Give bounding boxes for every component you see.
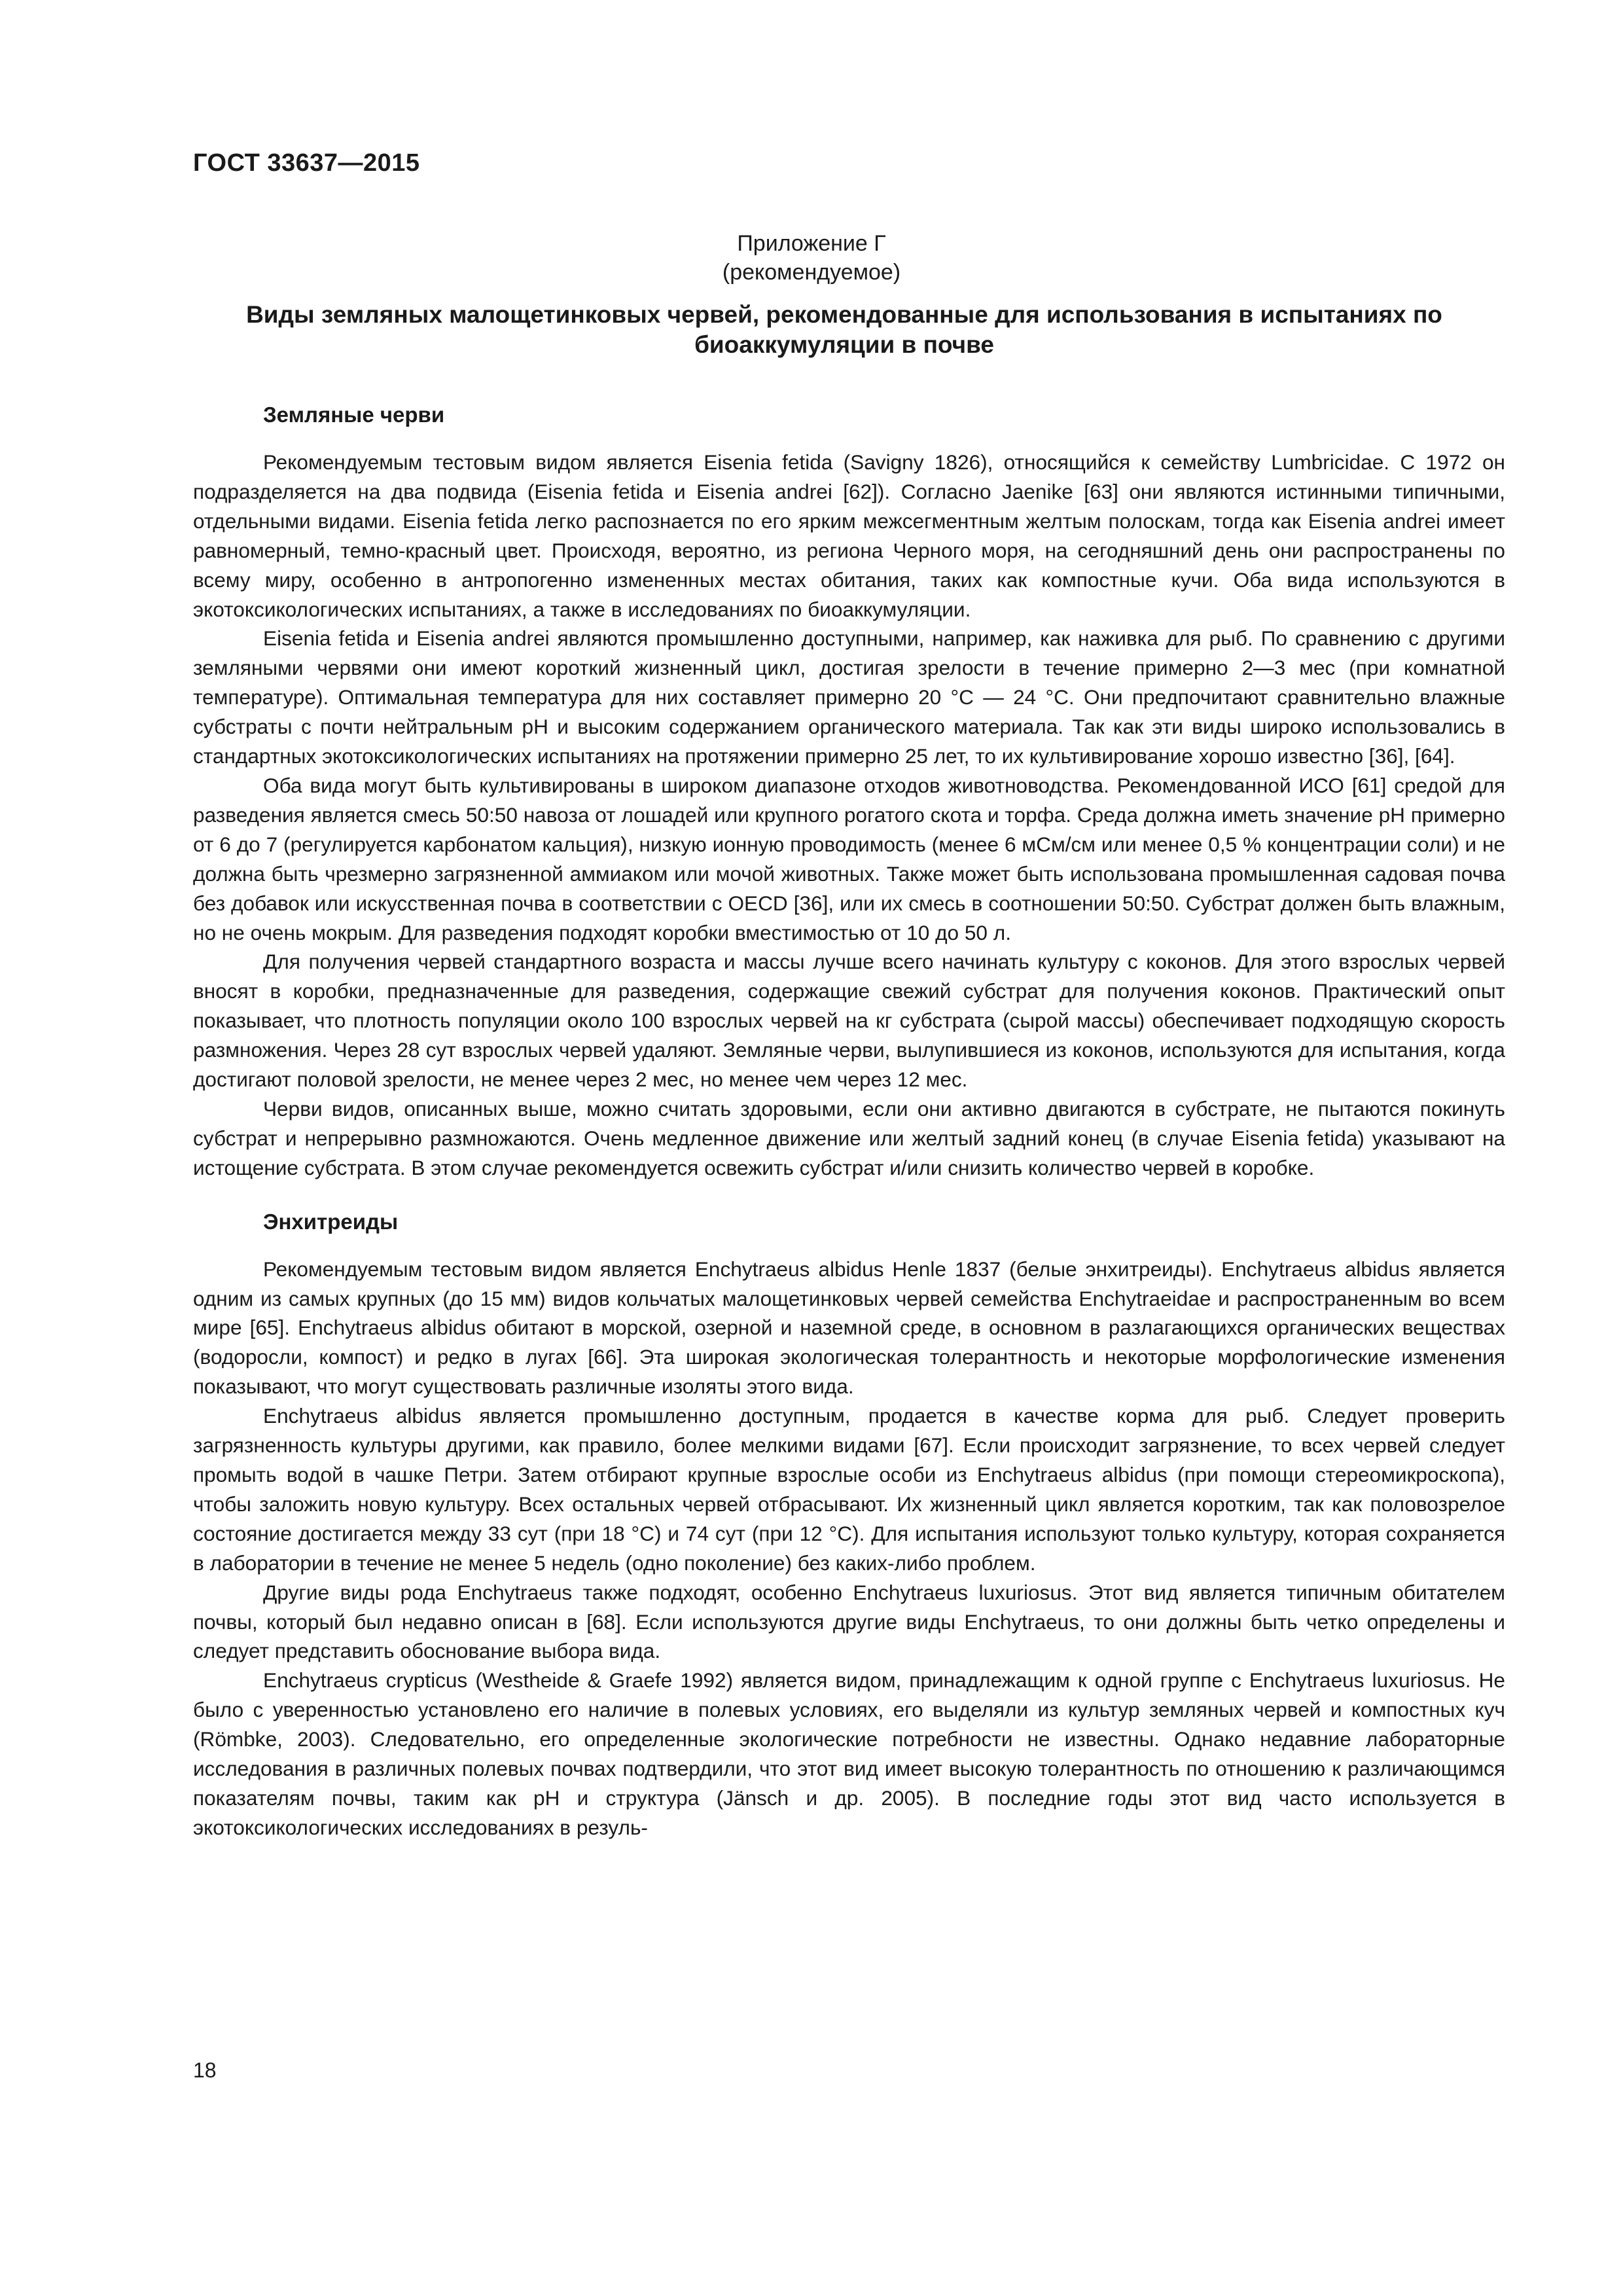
appendix-header (0, 229, 1623, 287)
paragraph: Рекомендуемым тестовым видом является Enchytraeus albidus Henle 1837 (белые энхитреиды). Enchytraeus albidus является одним из самых крупных (до 15 мм) видов кольчатых малощетинковых червей семейства Enchytraeidae и распространенным во всем мире [65]. Enchytraeus albidus обитают в морской, озерной и наземной среде, в основном в разлагающихся органических веществах (водоросли, компост) и редко в лугах [66]. Эта широкая экологическая толерантность и некоторые морфологические изменения показывают, что могут существовать различные изоляты этого вида. (193, 1257, 1505, 1399)
appendix-status: (рекомендуемое) (722, 260, 901, 285)
document-body (193, 401, 1505, 1842)
paragraph: Оба вида могут быть культивированы в широком диапазоне отходов животноводства. Рекомендованной ИСО [61] средой для разведения является смесь 50:50 навоза от лошадей или крупного рогатого скота и торфа. Среда должна иметь значение pH примерно от 6 до 7 (регулируется карбонатом кальция), низкую ионную проводимость (менее 6 мСм/см или менее 0,5 % концентрации соли) и не должна быть чрезмерно загрязненной аммиаком или мочой животных. Также может быть использована промышленная садовая почва без добавок или искусственная почва в соответствии с OECD [36], или их смесь в соотношении 50:50. Субстрат должен быть влажным, но не очень мокрым. Для разведения подходят коробки вместимостью от 10 до 50 л. (193, 773, 1505, 944)
section-heading: Энхитреиды (263, 1209, 399, 1234)
section-enchytraeids (193, 1208, 1505, 1842)
section-heading: Земляные черви (263, 403, 445, 427)
page-number: 18 (193, 2058, 217, 2082)
section-earthworms (193, 401, 1505, 1183)
paragraph: Другие виды рода Enchytraeus также подходят, особенно Enchytraeus luxuriosus. Этот вид является типичным обитателем почвы, который был недавно описан в [68]. Если используются другие виды Enchytraeus, то они должны быть четко определены и следует представить обоснование выбора вида. (193, 1580, 1505, 1663)
paragraph: Enchytraeus albidus является промышленно доступным, продается в качестве корма для рыб. Следует проверить загрязненность культуры другими, как правило, более мелкими видами [67]. Если происходит загрязнение, то всех червей следует промыть водой в чашке Петри. Затем отбирают крупные взрослые особи из Enchytraeus albidus (при помощи стереомикроскопа), чтобы заложить новую культуру. Всех остальных червей отбрасывают. Их жизненный цикл является коротким, так как половозрелое состояние достигается между 33 сут (при 18 °С) и 74 сут (при 12 °С). Для испытания используют только культуру, которая сохраняется в лаборатории в течение не менее 5 недель (одно поколение) без каких-либо проблем. (193, 1404, 1505, 1575)
paragraph: Рекомендуемым тестовым видом является Eisenia fetida (Savigny 1826), относящийся к семейству Lumbricidae. С 1972 он подразделяется на два подвида (Eisenia fetida и Eisenia andrei [62]). Согласно Jaenike [63] они являются истинными типичными, отдельными видами. Eisenia fetida легко распознается по его ярким межсегментным желтым полоскам, тогда как Eisenia andrei имеет равномерный, темно-красный цвет. Происходя, вероятно, из региона Черного моря, на сегодняшний день они распространены по всему миру, особенно в антропогенно измененных местах обитания, таких как компостные кучи. Оба вида используются в экотоксикологических испытаниях, а также в исследованиях по биоаккумуляции. (193, 450, 1505, 621)
paragraph: Enchytraeus crypticus (Westheide & Graefe 1992) является видом, принадлежащим к одной группе с Enchytraeus luxuriosus. Не было с уверенностью установлено его наличие в полевых условиях, его выделяли из культур земляных червей и компостных куч (Römbke, 2003). Следовательно, его определенные экологические потребности не известны. Однако недавние лабораторные исследования в различных полевых почвах подтвердили, что этот вид имеет высокую толерантность по отношению к различающимся показателям почвы, таким как pH и структура (Jänsch и др. 2005). В последние годы этот вид часто используется в экотоксикологических исследованиях в резуль- (193, 1668, 1505, 1839)
appendix-title: Виды земляных малощетинковых червей, рекомендованные для использования в испытаниях по биоаккумуляции в почве (246, 301, 1442, 358)
paragraph: Eisenia fetida и Eisenia andrei являются промышленно доступными, например, как наживка для рыб. По сравнению с другими земляными червями они имеют короткий жизненный цикл, достигая зрелости в течение примерно 2—3 мес (при комнатной температуре). Оптимальная температура для них составляет примерно 20 °С — 24 °С. Они предпочитают сравнительно влажные субстраты с почти нейтральным pH и высоким содержанием органического материала. Так как эти виды широко использовались в стандартных экотоксикологических испытаниях на протяжении примерно 25 лет, то их культивирование хорошо известно [36], [64]. (193, 626, 1505, 768)
document-code: ГОСТ 33637—2015 (193, 149, 420, 177)
appendix-label: Приложение Г (737, 231, 886, 256)
paragraph: Черви видов, описанных выше, можно считать здоровыми, если они активно двигаются в субстрате, не пытаются покинуть субстрат и непрерывно размножаются. Очень медленное движение или желтый задний конец (в случае Eisenia fetida) указывают на истощение субстрата. В этом случае рекомендуется освежить субстрат и/или снизить количество червей в коробке. (193, 1096, 1505, 1179)
paragraph: Для получения червей стандартного возраста и массы лучше всего начинать культуру с коконов. Для этого взрослых червей вносят в коробки, предназначенные для разведения, содержащие свежий субстрат для получения коконов. Практический опыт показывает, что плотность популяции около 100 взрослых червей на кг субстрата (сырой массы) обеспечивает подходящую скорость размножения. Через 28 сут взрослых червей удаляют. Земляные черви, вылупившиеся из коконов, используются для испытания, когда достигают половой зрелости, не менее через 2 мес, но менее чем через 12 мес. (193, 950, 1505, 1092)
